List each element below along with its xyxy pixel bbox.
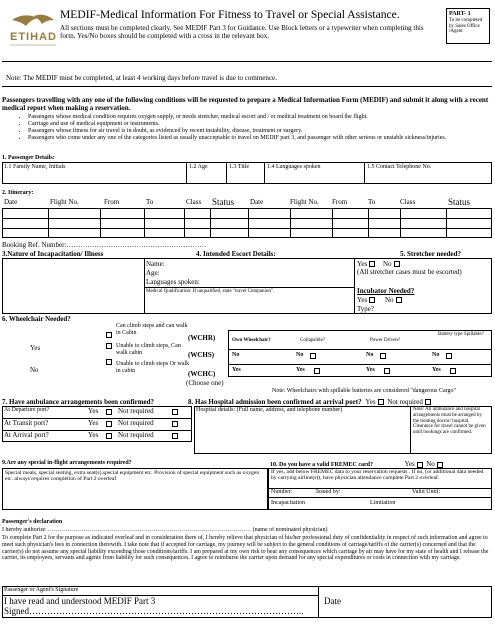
condition-item: • Carriage and use of medical equipment or instruments. (28, 121, 495, 128)
grid-col (332, 208, 333, 238)
divider (364, 162, 365, 184)
form-subtitle: All sections must be completed clearly. See MEDIF Part 3 for Guidance. Use Block letters or a typewriter when completing this form. Yes/No boxes should be completed with a cross in the relevant box. (60, 24, 424, 41)
condition-item: • Passengers whose medical condition requires oxygen supply, or needs stretcher, medical escort and / or medical treatment on board the flight. (28, 114, 495, 121)
choose-one: (Choose one) (186, 379, 224, 387)
fremec-number[interactable]: Number: (271, 489, 293, 495)
divider (144, 258, 145, 314)
divider (228, 364, 492, 365)
divider (268, 497, 492, 498)
grid-col (400, 208, 401, 238)
wheelchair-no-label: No (30, 366, 39, 374)
col-date: Date (4, 198, 18, 206)
wheelchair-checkbox-3[interactable] (106, 359, 112, 365)
grid-col (290, 208, 291, 238)
stretcher-note: (All stretcher cases must be escorted) (357, 268, 462, 276)
ambulance-row-label: At Transit port? (4, 419, 49, 427)
incapacitation-title: 3.Nature of Incapacitation/ Illness (2, 250, 104, 258)
hospital-side-note: Note: All ambulance and hospital arrangements must be arranged by the treating doctor/ hospital. Clearance for travel cannot be given until bookings are confirmed. (413, 407, 486, 435)
escort-qualification[interactable]: Medical Qualification: If unqualified, state "travel Companion". (146, 289, 275, 294)
col-to: To (368, 198, 376, 206)
svg-text:ETIHAD: ETIHAD (10, 31, 57, 43)
no-label: No (296, 352, 304, 358)
declaration-title: Passenger's declaration (2, 519, 63, 525)
escort-age[interactable]: Age: (146, 269, 160, 277)
divider (226, 162, 227, 184)
fremec-issued[interactable]: Issued by: (316, 489, 341, 495)
ambulance-yes-label: Yes (88, 407, 99, 415)
col-status: Status (212, 197, 235, 207)
divider-header (2, 61, 492, 62)
fremec-valid[interactable]: Valid Until: (412, 489, 441, 495)
section-345-box (2, 258, 492, 314)
stretcher-no-label: No (382, 260, 392, 268)
divider (144, 287, 354, 288)
grid-col (210, 208, 211, 238)
divider (354, 258, 355, 314)
no-checkbox[interactable] (380, 353, 386, 359)
no-label: No (432, 352, 440, 358)
col-date: Date (250, 198, 264, 206)
form-title: MEDIF-Medical Information For Fitness to Travel or Special Assistance. (60, 8, 400, 21)
grid-col (446, 208, 447, 238)
declaration-text: To complete Part 2 for the purpose as indicated overleaf and in consideration there of, I hereby relieve that physician of his/her professional duty of confidentiality in respect of such information and agree to meet such physician's fees in connection therewith. I take note that if accepted for carriage, my journey will be subject to the general conditions of carriage/tariffs of the carrier(s) concerned and that the carrier(s) do not assume any special liability exceeding those conditions/tariffs. I am prepared at my own risk to bear any consequences which carriage by air may have for my state of health and I release the carrier, its employees, servants and agents from liability for such consequences. I agree to reimburse the carrier upon demand for any special expenditures or costs in connection with my carriage. (2, 535, 489, 562)
q-battery-spillable: Battery type Spillable? (438, 332, 484, 337)
date-field[interactable]: Date (324, 596, 341, 606)
incubator-no-label: No (384, 296, 394, 304)
q-own-wheelchair: Own Wheelchair? (232, 338, 271, 343)
stretcher-yes-no (357, 260, 400, 268)
ambulance-no-checkbox[interactable] (172, 409, 178, 415)
yes-checkbox[interactable] (450, 368, 456, 374)
no-checkbox[interactable] (310, 353, 316, 359)
divider (264, 162, 265, 184)
part-box (446, 8, 490, 44)
hospital-title (188, 398, 431, 406)
col-to: To (146, 198, 154, 206)
ambulance-yes-label: Yes (88, 419, 99, 427)
part-note: To be completed by Sales Office /Agent (449, 17, 483, 35)
signature-line[interactable]: Signed……………………………………………………………………………….. (4, 606, 304, 616)
yes-label: Yes (296, 367, 305, 373)
etihad-logo (4, 10, 64, 54)
incubator-yes-no (357, 296, 402, 304)
inflight-box[interactable] (2, 468, 268, 510)
code-wchr: (WCHR) (188, 334, 216, 342)
booking-ref[interactable]: Booking Ref. Number:…………………………………………………… (2, 241, 207, 249)
ambulance-yes-checkbox[interactable] (106, 421, 112, 427)
part-label: PART- 1 (449, 11, 471, 17)
col-status: Status (448, 197, 471, 207)
passenger-details-title: 1. Passenger Details: (2, 155, 55, 161)
col-from: From (104, 198, 120, 206)
stretcher-yes-label: Yes (357, 260, 368, 268)
escort-name[interactable]: Name: (146, 260, 165, 268)
grid-col (48, 208, 49, 238)
field-age[interactable]: 1.2 Age (189, 164, 208, 170)
q-collapsible: Collapsible? (300, 338, 325, 343)
grid-row (2, 218, 492, 219)
grid-row (2, 228, 492, 229)
hospital-no-label: Not required (387, 398, 423, 406)
ambulance-yes-checkbox[interactable] (106, 409, 112, 415)
condition-item: • Passengers who come under any one of the categories listed as usually unacceptable to travel on MEDIF part 3, and passenger with other serious or unstable sickness/injuries. (28, 135, 495, 142)
hospital-details[interactable]: Hospital details: (Full name, address, and telephone number) (196, 407, 343, 413)
divider (268, 488, 492, 489)
fremec-text: If yes, add below FREMEC data to your reservation requests . If no, (or additional data needed by carrying airline(s)), have physician attendance complete Part 2 overleaf. (271, 469, 484, 482)
no-label: No (232, 352, 240, 358)
yes-label: Yes (366, 367, 375, 373)
submission-note: Note: The MEDIF must be completed, at least 4 working days before travel is due to commence. (6, 74, 277, 82)
declaration-authorize[interactable]: I hereby authorize ………………………………………………………………………………………… (name of nominated physician) (2, 527, 328, 533)
divider (318, 586, 319, 618)
inflight-title: 9.Are any special in-flight arrangements required? (2, 460, 132, 466)
grid-col (100, 208, 101, 238)
grid-col (184, 208, 185, 238)
field-title[interactable]: 1.3 Title (229, 164, 250, 170)
col-class: Class (186, 198, 202, 206)
incubator-yes-label: Yes (357, 296, 368, 304)
wheelchair-checkbox-1[interactable] (106, 332, 112, 338)
col-from: From (332, 198, 348, 206)
ambulance-row-departure (4, 407, 190, 414)
yes-label: Yes (232, 367, 241, 373)
grid-col (144, 208, 145, 238)
escort-languages[interactable]: Languages spoken: (146, 278, 200, 286)
read-understood: I have read and understood MEDIF Part 3 (4, 596, 156, 606)
conditions-list (14, 114, 495, 142)
incubator-title: Incubator Needed? (357, 287, 415, 295)
fremec-yes-label: Yes (404, 460, 415, 468)
inflight-text: Special meals, special seating, extra seat(s),special equipment etc. Provision of special equipment such as oxygen etc. always requires completion of Part 2 overleaf (5, 470, 260, 483)
yes-checkbox[interactable] (384, 368, 390, 374)
yes-checkbox[interactable] (314, 368, 320, 374)
ambulance-row-label: At Arrival port? (4, 431, 49, 439)
hospital-yes-checkbox[interactable] (378, 399, 384, 405)
stretcher-no-checkbox[interactable] (394, 261, 400, 267)
stretcher-title: 5. Stretcher needed? (400, 250, 461, 258)
no-label: No (366, 352, 374, 358)
itinerary-title: 2. Itinerary: (2, 190, 34, 196)
itinerary-grid[interactable] (2, 208, 492, 238)
col-class: Class (400, 198, 416, 206)
fremec-no-checkbox[interactable] (437, 462, 443, 468)
col-flight: Flight No. (290, 198, 319, 206)
hospital-yes-label: Yes (365, 398, 376, 406)
wheelchair-option-wchs: Unable to climb steps, Can walk cabin (116, 343, 181, 356)
signature-label: Passenger or Agent's Signature (4, 587, 79, 593)
divider (228, 349, 492, 350)
grid-col (368, 208, 369, 238)
col-flight: Flight No. (50, 198, 79, 206)
stretcher-yes-checkbox[interactable] (369, 261, 375, 267)
etihad-logo-icon (4, 10, 64, 54)
hospital-title-text: 8. Has Hospital admission been confirmed at arrival port? (188, 398, 362, 406)
field-languages[interactable]: 1.4 Languages spoken (267, 164, 321, 170)
grid-col (248, 208, 249, 238)
code-wchc: (WCHC) (188, 370, 216, 378)
wheelchair-yes-label: Yes (30, 344, 41, 352)
field-family-name[interactable]: 1.1 Family Name, Initials (4, 164, 66, 170)
incubator-type[interactable]: Type? (357, 305, 375, 313)
escort-title: 4. Intended Escort Details: (196, 250, 276, 258)
wheelchair-no (30, 366, 39, 374)
fremec-no-label: No (426, 460, 435, 468)
ambulance-yes-checkbox[interactable] (106, 433, 112, 439)
ambulance-no-checkbox[interactable] (172, 421, 178, 427)
ambulance-no-label: Not required (118, 407, 154, 415)
wheelchair-option-wchc: Unable to climb steps Or walk in cabin (116, 361, 190, 374)
ambulance-row-label: At Departure port? (4, 407, 50, 413)
condition-item: • Passengers whose fitness for air travel is in doubt, as evidenced by recent instability, disease, treatment or surgery. (28, 128, 495, 135)
ambulance-no-label: Not required (118, 419, 154, 427)
divider (410, 406, 411, 454)
ambulance-no-label: Not required (118, 431, 154, 439)
fremec-incapacitation: Incapacitation (271, 500, 305, 506)
divider (186, 162, 187, 184)
yes-label: Yes (432, 367, 441, 373)
incubator-no-checkbox[interactable] (396, 297, 402, 303)
fremec-title-text: 10. Do you have a valid FREMEC card? (270, 462, 374, 468)
code-wchs: (WCHS) (188, 351, 215, 359)
no-checkbox[interactable] (446, 353, 452, 359)
divider-note (2, 86, 492, 87)
q-power-driven: Power Driven? (370, 338, 401, 343)
incubator-yes-checkbox[interactable] (369, 297, 375, 303)
fremec-yes-checkbox[interactable] (417, 462, 423, 468)
ambulance-no-checkbox[interactable] (172, 433, 178, 439)
fremec-limitation: Limitation (370, 500, 396, 506)
wheelchair-title: 6. Wheelchair Needed? (2, 315, 71, 323)
ambulance-title: 7. Have ambulance arrangements been confirmed? (2, 398, 155, 406)
wheelchair-yes (30, 344, 40, 352)
wheelchair-battery-note: Note: Wheelchairs with spillable batteries are considered "dangerous Cargo" (272, 388, 456, 394)
ambulance-yes-label: Yes (88, 431, 99, 439)
conditions-heading: Passengers travelling with any one of the following conditions will be requested to prepare a Medical Information Form (MEDIF) and submit it along with a recent medical report when making a reservation. (2, 96, 489, 113)
wheelchair-option-wchr: Can climb steps and can walk in Cabin (116, 323, 188, 336)
wheelchair-checkbox-2[interactable] (106, 343, 112, 349)
hospital-no-checkbox[interactable] (425, 399, 431, 405)
ambulance-row-transit (4, 419, 190, 428)
ambulance-row-arrival (4, 431, 190, 440)
field-telephone[interactable]: 1.5 Contact Telephone No. (367, 164, 432, 170)
